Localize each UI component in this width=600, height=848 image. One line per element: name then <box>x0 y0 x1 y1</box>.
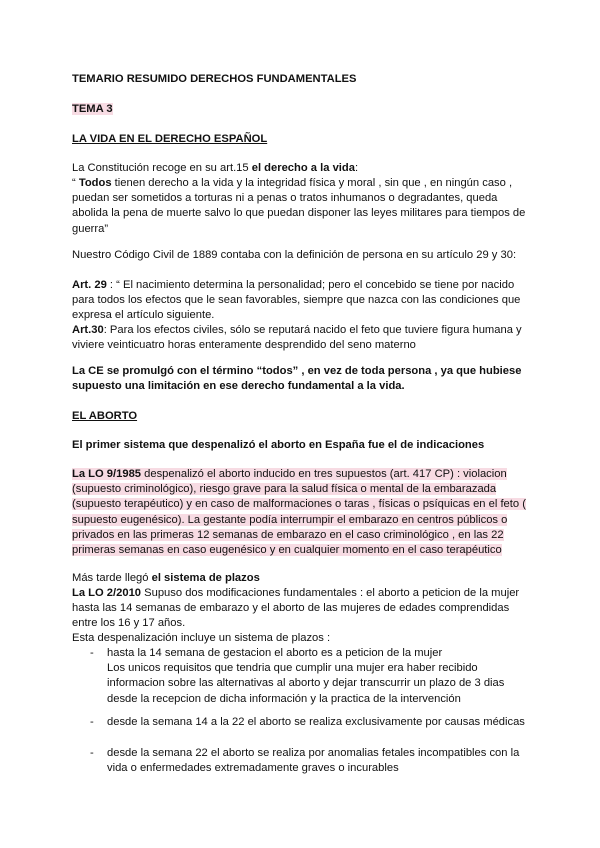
list-item <box>72 715 532 730</box>
document-title: TEMARIO RESUMIDO DERECHOS FUNDAMENTALES <box>72 73 357 85</box>
intro-suffix: : <box>354 162 359 174</box>
list-item-text: hasta la 14 semana de gestacion el aborto es a peticion de la mujer <box>107 647 443 659</box>
art29-text: : “ El nacimiento determina la personalidad; pero el concebido se tiene por nacido para todos los efectos que le sean favorables, siempre que nazca con las condiciones que expresa el artículo siguiente. <box>72 279 521 322</box>
lo1985-text: despenalizó el aborto inducido en tres supuestos (art. 417 CP) : violacion (supuesto criminológico), riesgo grave para la salud física o mental de la embarazada (supuesto terapéutico) y en caso de malformaciones o taras , físicas o psíquicas en el feto ( supuesto eugenésico). La gestante podía interrumpir el embarazo en centros públicos o privados en las primeras 12 semanas de embarazo en el caso criminológico , en las 22 primeras semanas en caso eugenésico y en cualquier momento en el caso terapéutico <box>72 468 526 557</box>
section-title-vida: LA VIDA EN EL DERECHO ESPAÑOL <box>72 133 268 145</box>
ce-statement: La CE se promulgó con el término “todos” , en vez de toda persona , ya que hubiese supuesto una limitación en ese derecho fundamental a la vida. <box>72 365 522 393</box>
art29-label: Art. 29 <box>72 279 107 291</box>
art30-label: Art.30 <box>72 324 104 336</box>
lo1985-label: La LO 9/1985 <box>72 468 142 480</box>
list-dash: - <box>90 747 94 759</box>
civil-code-paragraph: Nuestro Código Civil de 1889 contaba con la definición de persona en su artículo 29 y 30: <box>72 249 517 261</box>
intro-bold: el derecho a la vida <box>251 162 355 174</box>
lo1985-paragraph <box>72 467 532 558</box>
constitution-quote <box>72 176 532 237</box>
section-title-aborto: EL ABORTO <box>72 410 138 422</box>
plazos-list <box>72 646 532 707</box>
plazos-intro <box>72 571 532 586</box>
list-item <box>72 746 532 776</box>
lo2010-text: Supuso dos modificaciones fundamentales : el aborto a peticion de la mujer hasta las 14 semanas de embarazo y el aborto de las mujeres de edades comprendidas entre los 16 y 17 años. <box>72 587 520 630</box>
plazos-list-2 <box>72 715 532 730</box>
intro-prefix: La Constitución recoge en su art.15 <box>72 162 252 174</box>
tema-heading <box>72 102 532 117</box>
art30-text: : Para los efectos civiles, sólo se reputará nacido el feto que tuviere figura humana y viviere veinticuatro horas enteramente desprendido del seno materno <box>72 324 522 352</box>
lo2010-paragraph <box>72 586 532 632</box>
art30-paragraph <box>72 323 532 353</box>
quote-open: “ <box>72 177 79 189</box>
list-dash: - <box>90 716 94 728</box>
list-item-text: desde la semana 22 el aborto se realiza por anomalias fetales incompatibles con la vida o enfermedades extremadamente graves o incurables <box>107 747 520 775</box>
despenalizacion-paragraph: Esta despenalización incluye un sistema de plazos : <box>72 632 331 644</box>
plazos-list-3 <box>72 746 532 776</box>
list-item-extra: Los unicos requisitos que tendria que cumplir una mujer era haber recibido informacion sobre las alternativas al aborto y dejar transcurrir un plazo de 3 dias desde la recepcion de dicha información y la practica de la intervención <box>107 662 505 705</box>
first-system-paragraph: El primer sistema que despenalizó el aborto en España fue el de indicaciones <box>72 439 485 451</box>
quote-rest: tienen derecho a la vida y la integridad física y moral , sin que , en ningún caso , puedan ser sometidos a torturas ni a penas o tratos inhumanos o degradantes, queda abolida la pena de muerte salvo lo que puedan disponer las leyes militares para tiempos de guerra” <box>72 177 526 235</box>
plazos-prefix: Más tarde llegó <box>72 572 152 584</box>
list-item-text: desde la semana 14 a la 22 el aborto se realiza exclusivamente por causas médicas <box>107 716 525 728</box>
lo2010-label: La LO 2/2010 <box>72 587 142 599</box>
list-item <box>72 646 532 707</box>
tema-label: TEMA 3 <box>72 103 113 115</box>
plazos-bold: el sistema de plazos <box>151 572 260 584</box>
list-dash: - <box>90 647 94 659</box>
quote-bold: Todos <box>78 177 112 189</box>
art29-paragraph <box>72 278 532 324</box>
lo1985-highlight <box>72 468 526 556</box>
intro-paragraph <box>72 161 532 176</box>
